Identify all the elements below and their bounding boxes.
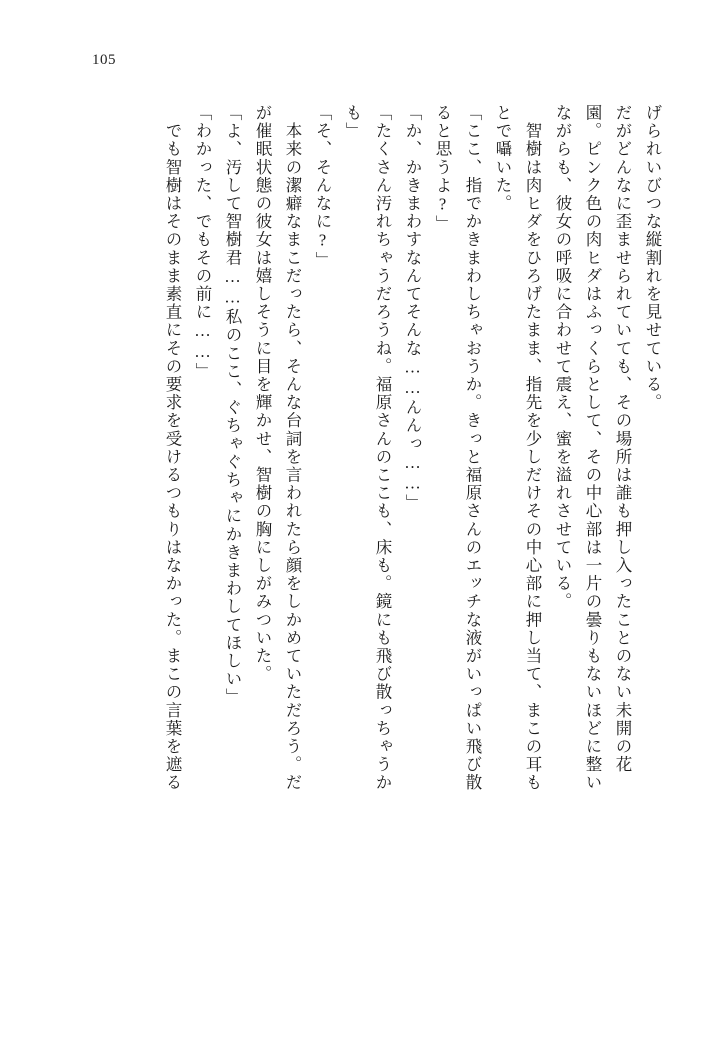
text-line: ながらも、彼女の呼吸に合わせて震え、蜜を溢れさせている。	[553, 104, 572, 611]
text-line: でも智樹はそのまま素直にその要求を受けるつもりはなかった。まこの言葉を遮る	[163, 104, 182, 792]
text-line: 園。ピンク色の肉ヒダはふっくらとして、その中心部は一片の曇りもないほどに整い	[583, 104, 602, 792]
text-line: が催眠状態の彼女は嬉しそうに目を輝かせ、智樹の胸にしがみついた。	[253, 104, 272, 684]
text-line: 本来の潔癖なまこだったら、そんな台詞を言われたら顔をしかめていただろう。だ	[283, 104, 302, 792]
text-line: 「ここ、指でかきまわしちゃおうか。きっと福原さんのエッチな液がいっぱい飛び散	[463, 104, 482, 792]
page-number: 105	[92, 52, 116, 68]
text-line: とで囁いた。	[493, 104, 512, 213]
text-line: 「か、かきまわすなんてそんな……んんっ……」	[403, 104, 422, 513]
text-line: ると思うよ?」	[433, 104, 452, 234]
text-line: げられいびつな縦割れを見せている。	[643, 104, 662, 412]
text-line: 「たくさん汚れちゃうだろうね。福原さんのここも、床も。鏡にも飛び散っちゃうか	[373, 104, 392, 792]
text-line: も」	[343, 104, 362, 141]
text-line: だがどんなに歪ませられていても、その場所は誰も押し入ったことのない未開の花	[613, 104, 632, 774]
text-line: 智樹は肉ヒダをひろげたまま、指先を少しだけその中心部に押し当て、まこの耳も	[523, 104, 542, 792]
text-line: 「わかった、でもその前に……」	[193, 104, 212, 381]
vertical-body-text	[56, 104, 660, 984]
text-line: 「よ、汚して智樹君……私のここ、ぐちゃぐちゃにかきまわしてほしい」	[223, 104, 242, 707]
text-line: 「そ、そんなに?」	[313, 104, 332, 270]
